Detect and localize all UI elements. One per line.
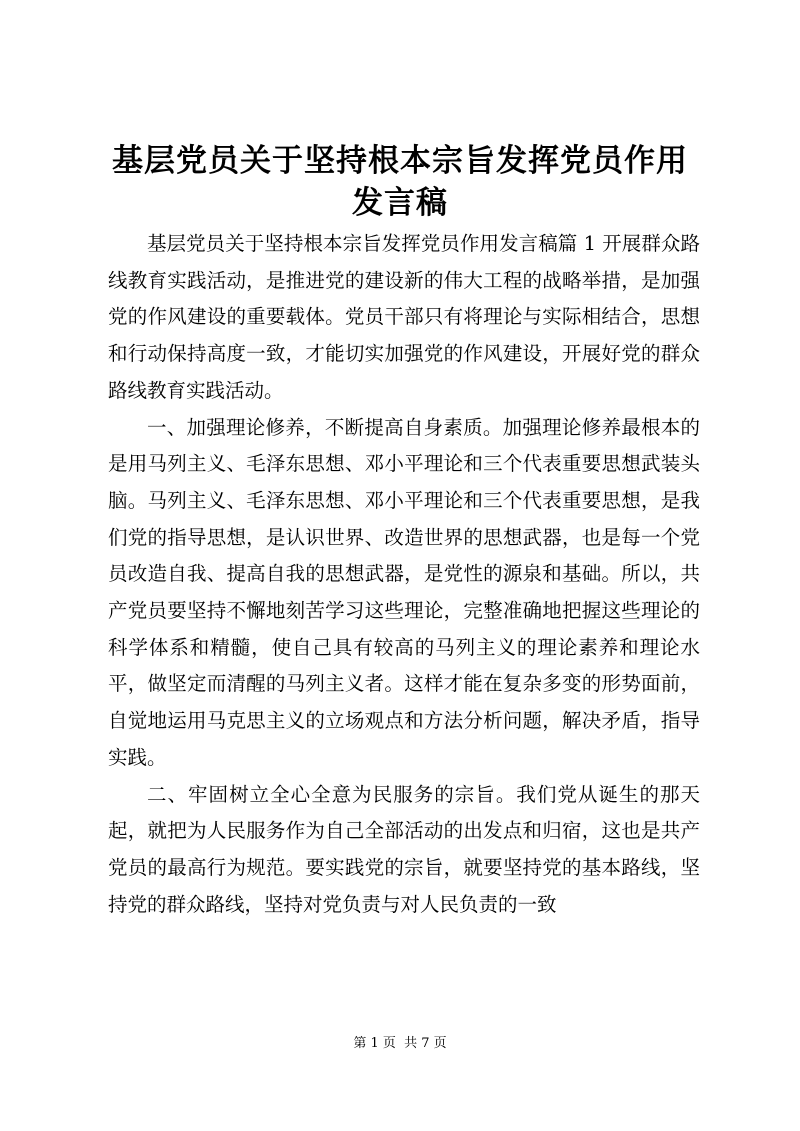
paragraph-section-2: 二、牢固树立全心全意为民服务的宗旨。我们党从诞生的那天起，就把为人民服务作为自己全部活动的出发点和归宿，这也是共产党员的最高行为规范。要实践党的宗旨，就要坚持党的基本路线，坚持党的群众路线，坚持对党负责与对人民负责的一致: [108, 782, 700, 916]
paragraph-intro: 基层党员关于坚持根本宗旨发挥党员作用发言稿篇 1 开展群众路线教育实践活动，是推进党的建设新的伟大工程的战略举措，是加强党的作风建设的重要载体。党员干部只有将理论与实际相结合，思想和行动保持高度一致，才能切实加强党的作风建设，开展好党的群众路线教育实践活动。: [108, 232, 700, 402]
document-body: [108, 226, 700, 923]
paragraph-section-1: 一、加强理论修养，不断提高自身素质。加强理论修养最根本的是用马列主义、毛泽东思想、邓小平理论和三个代表重要思想武装头脑。马列主义、毛泽东思想、邓小平理论和三个代表重要思想，是我们党的指导思想，是认识世界、改造世界的思想武器，也是每一个党员改造自我、提高自我的思想武器，是党性的源泉和基础。所以，共产党员要坚持不懈地刻苦学习这些理论，完整准确地把握这些理论的科学体系和精髓，使自己具有较高的马列主义的理论素养和理论水平，做坚定而清醒的马列主义者。这样才能在复杂多变的形势面前，自觉地运用马克思主义的立场观点和方法分析问题，解决矛盾，指导实践。: [108, 415, 700, 769]
document-title: 基层党员关于坚持根本宗旨发挥党员作用发言稿: [112, 143, 688, 221]
page-footer: [0, 1034, 800, 1054]
page-total: 共 7 页: [404, 1036, 447, 1051]
page-number: 第 1 页: [353, 1036, 396, 1051]
